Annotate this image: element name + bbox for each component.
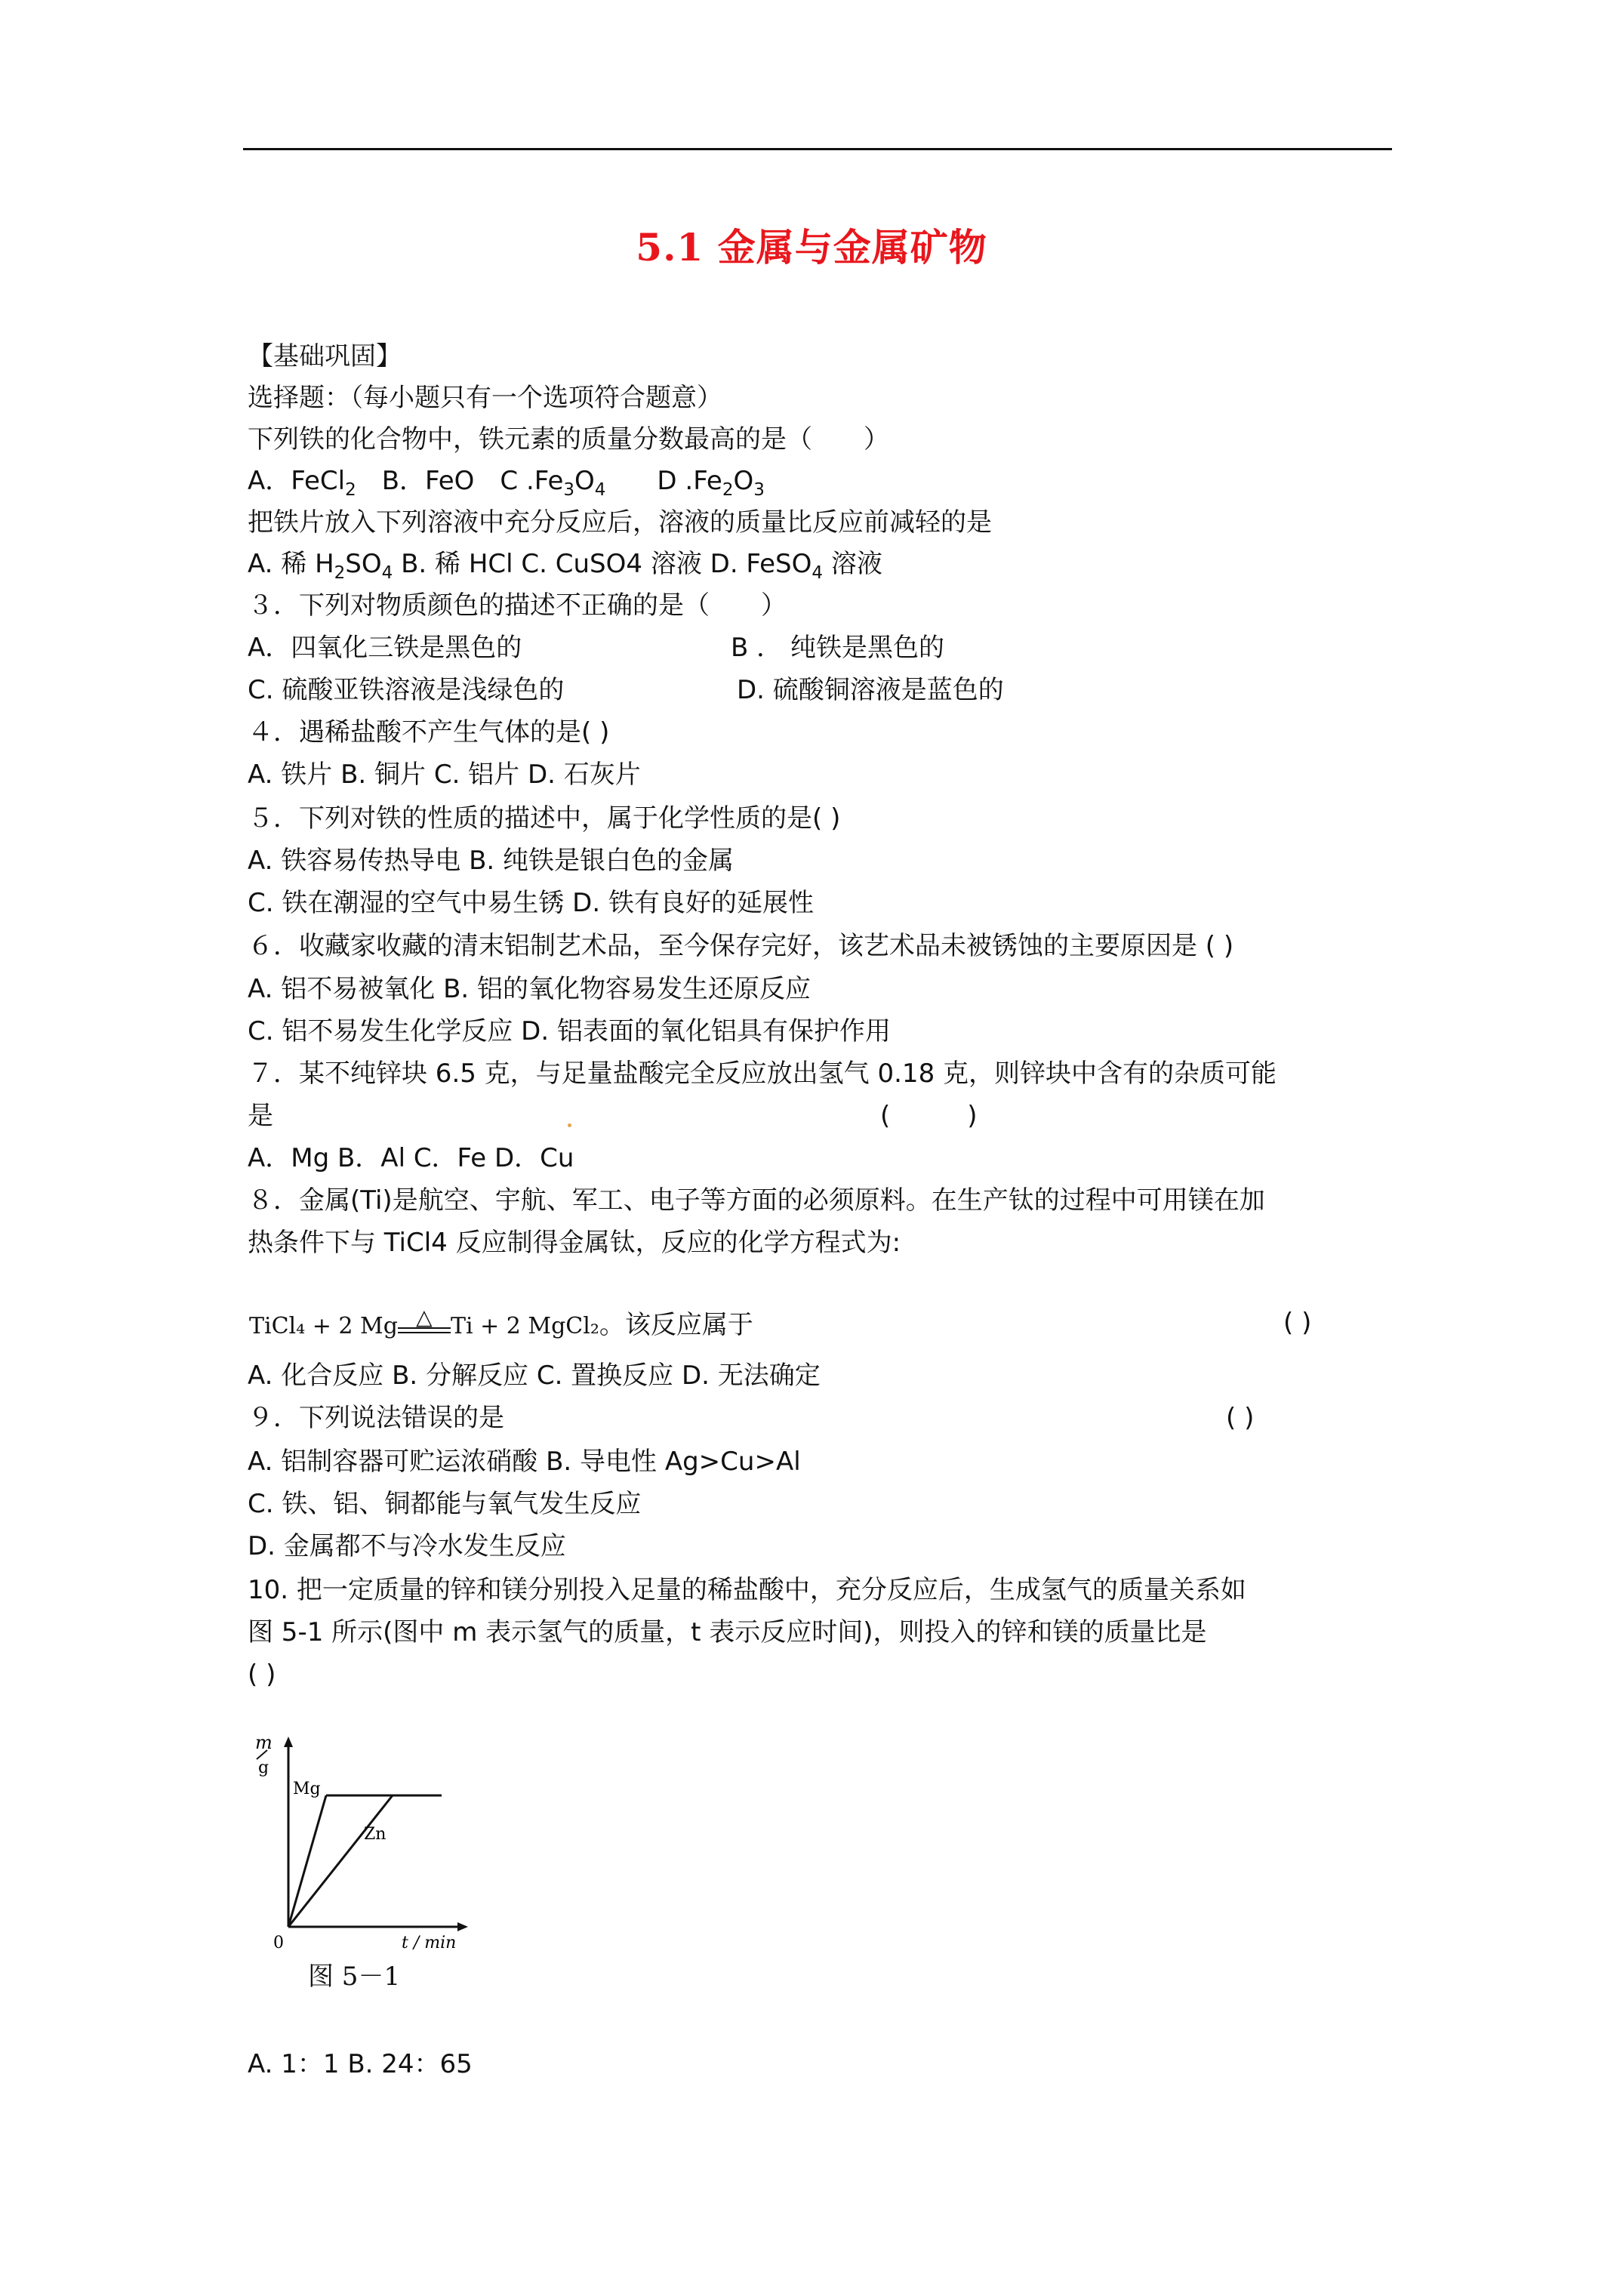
x-axis-arrow-icon	[457, 1922, 468, 1931]
q10-stem: 10. 把一定质量的锌和镁分别投入足量的稀盐酸中，充分反应后，生成氢气的质量关系如	[248, 1575, 1246, 1605]
q1-options: A．FeCl$_2$ B．FeO C $.Fe_3O_4$ D $.Fe_2O_3$	[248, 466, 765, 500]
q7-stem-cont: 是	[248, 1101, 273, 1131]
q3-option-b: B ． 纯铁是黑色的	[731, 633, 944, 663]
instruction: 选择题：（每小题只有一个选项符合题意）	[248, 383, 722, 413]
q9-option-d: D. 金属都不与冷水发生反应	[248, 1531, 566, 1561]
q8-stem-cont: 热条件下与 TiCl4 反应制得金属钛，反应的化学方程式为:	[248, 1228, 901, 1258]
q8-equation-line	[249, 1304, 753, 1342]
q2-options: A. 稀 $H_2SO_4$ B. 稀 HCl C. CuSO4 溶液 D. FeSO$_4$ 溶液	[248, 549, 882, 583]
q8-tail: 。该反应属于	[599, 1310, 753, 1340]
q3-option-c: C. 硫酸亚铁溶液是浅绿色的	[248, 675, 565, 705]
q7-options: A．Mg B．Al C．Fe D．Cu	[248, 1143, 574, 1173]
q8-answer-paren: ( )	[1283, 1308, 1312, 1338]
mg-line	[288, 1795, 326, 1927]
y-label-bottom: g	[258, 1758, 269, 1777]
section-heading: 【基础巩固】	[248, 341, 402, 371]
q7-stem: ７．某不纯锌块 6.5 克，与足量盐酸完全反应放出氢气 0.18 克，则锌块中含有的杂质可能	[248, 1059, 1277, 1089]
y-label-top: m	[255, 1732, 273, 1753]
q4-stem: ４．遇稀盐酸不产生气体的是( )	[248, 717, 610, 747]
q1-stem: 下列铁的化合物中，铁元素的质量分数最高的是（ ）	[248, 424, 889, 455]
page-title: 5.1 金属与金属矿物	[636, 225, 987, 270]
q9-answer-paren: ( )	[1226, 1403, 1255, 1433]
q9-option-c: C. 铁、铝、铜都能与氧气发生反应	[248, 1489, 642, 1519]
zn-label: Zn	[364, 1825, 387, 1844]
q5-options-ab: A. 铁容易传热导电 B. 纯铁是银白色的金属	[248, 846, 735, 876]
q4-options: A. 铁片 B. 铜片 C. 铝片 D. 石灰片	[248, 760, 641, 790]
mg-label: Mg	[293, 1780, 321, 1798]
figure-caption: 图 5－1	[308, 1962, 401, 1992]
equation-products: Ti + 2 MgCl₂	[450, 1313, 599, 1339]
scan-speck	[568, 1123, 571, 1127]
q6-stem: ６．收藏家收藏的清末铝制艺术品，至今保存完好，该艺术品未被锈蚀的主要原因是 ( )	[248, 931, 1234, 961]
header-rule	[243, 148, 1392, 150]
q3-option-d: D. 硫酸铜溶液是蓝色的	[737, 675, 1004, 705]
zn-line	[288, 1795, 393, 1927]
y-axis-arrow-icon	[284, 1737, 293, 1747]
origin-label: 0	[273, 1934, 284, 1952]
q7-answer-paren: ( )	[880, 1101, 978, 1131]
q8-options: A. 化合反应 B. 分解反应 C. 置换反应 D. 无法确定	[248, 1361, 821, 1391]
q9-stem: ９．下列说法错误的是	[248, 1403, 504, 1433]
q9-option-ab: A. 铝制容器可贮运浓硝酸 B. 导电性 Ag>Cu>Al	[248, 1447, 801, 1477]
q6-options-cd: C. 铝不易发生化学反应 D. 铝表面的氧化铝具有保护作用	[248, 1016, 891, 1046]
q6-options-ab: A. 铝不易被氧化 B. 铝的氧化物容易发生还原反应	[248, 974, 812, 1004]
heat-condition-icon: △	[416, 1305, 433, 1330]
q10-stem-cont: 图 5-1 所示(图中 m 表示氢气的质量，t 表示反应时间)，则投入的锌和镁的质量比是	[248, 1617, 1207, 1647]
figure-graph	[234, 1729, 491, 1955]
x-label: t / min	[402, 1934, 457, 1952]
q5-stem: ５．下列对铁的性质的描述中，属于化学性质的是( )	[248, 803, 841, 834]
q8-stem: ８．金属(Ti)是航空、宇航、军工、电子等方面的必须原料。在生产钛的过程中可用镁在加	[248, 1185, 1265, 1216]
equation-reactants: TiCl₄ + 2 Mg	[249, 1313, 398, 1339]
q10-stem-paren: ( )	[248, 1660, 276, 1690]
q10-options: A. 1：1 B. 24：65	[248, 2049, 473, 2079]
q3-stem: ３．下列对物质颜色的描述不正确的是（ ）	[248, 590, 787, 621]
q3-option-a: A．四氧化三铁是黑色的	[248, 633, 522, 663]
q5-options-cd: C. 铁在潮湿的空气中易生锈 D. 铁有良好的延展性	[248, 888, 814, 918]
q2-stem: 把铁片放入下列溶液中充分反应后，溶液的质量比反应前减轻的是	[248, 507, 992, 538]
reaction-arrow	[398, 1305, 451, 1341]
